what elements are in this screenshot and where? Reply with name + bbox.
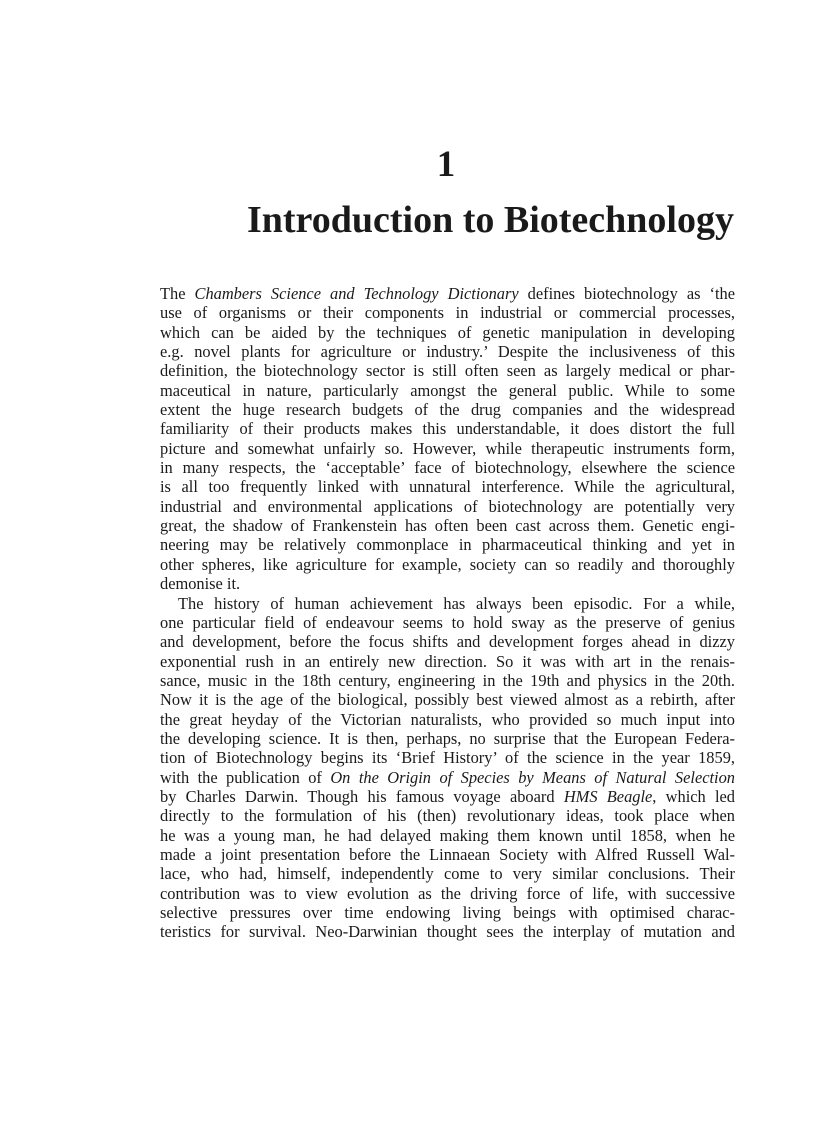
- text-line: extent the huge research budgets of the drug companies and the widespread: [160, 400, 735, 420]
- text-line: selective pressures over time endowing living beings with optimised charac-: [160, 903, 735, 922]
- text-line: definition, the biotechnology sector is still often seen as largely medical or phar-: [160, 361, 735, 381]
- text-line: by Charles Darwin. Though his famous voyage aboard HMS Beagle, which led: [160, 786, 736, 806]
- text-line: with the publication of On the Origin of Species by Means of Natural Selection: [160, 767, 735, 787]
- text-line: e.g. novel plants for agriculture or industry.’ Despite the inclusiveness of this: [160, 342, 735, 362]
- text-line: is all too frequently linked with unnatural interference. While the agricultural,: [160, 477, 735, 497]
- paragraph-2: [160, 594, 735, 942]
- text-line: picture and somewhat unfairly so. However, while therapeutic instruments form,: [160, 438, 735, 458]
- text-line: the developing science. It is then, perhaps, no surprise that the European Federa-: [160, 728, 735, 748]
- ship-name-emphasis: HMS Beagle: [563, 786, 653, 806]
- text-line: teristics for survival. Neo-Darwinian thought sees the interplay of mutation and: [160, 922, 735, 942]
- text-line: demonise it.: [160, 574, 241, 594]
- paragraph-1: [160, 284, 735, 594]
- text-line: other spheres, like agriculture for example, society can so readily and thoroughly: [160, 554, 735, 574]
- text-line: made a joint presentation before the Linnaean Society with Alfred Russell Wal-: [160, 844, 735, 864]
- text-line: one particular field of endeavour seems to hold sway as the preserve of genius: [160, 612, 735, 632]
- text-line: sance, music in the 18th century, engineering in the 19th and physics in the 20th.: [160, 670, 735, 690]
- chapter-number: 1: [436, 144, 456, 185]
- text-line: the great heyday of the Victorian naturalists, who provided so much input into: [160, 709, 735, 729]
- chapter-body: [160, 284, 735, 942]
- text-line: Now it is the age of the biological, possibly best viewed almost as a rebirth, after: [160, 690, 735, 710]
- text-line: great, the shadow of Frankenstein has often been cast across them. Genetic engi-: [160, 516, 735, 536]
- text-line: maceutical in nature, particularly amongst the general public. While to some: [160, 380, 735, 400]
- text-line: familiarity of their products makes this understandable, it does distort the full: [160, 419, 735, 439]
- text-line: he was a young man, he had delayed making them known until 1858, when he: [160, 825, 735, 845]
- text-line: neering may be relatively commonplace in pharmaceutical thinking and yet in: [160, 535, 735, 555]
- text-line: The Chambers Science and Technology Dictionary defines biotechnology as ‘the: [160, 284, 735, 303]
- text-line: and development, before the focus shifts and development forges ahead in dizzy: [160, 632, 735, 652]
- text-line: contribution was to view evolution as the driving force of life, with successive: [160, 883, 735, 903]
- text-line: tion of Biotechnology begins its ‘Brief History’ of the science in the year 1859,: [160, 748, 735, 768]
- text-line: use of organisms or their components in industrial or commercial processes,: [160, 303, 735, 323]
- text-line: directly to the formulation of his (then) revolutionary ideas, took place when: [160, 806, 735, 826]
- text-line: lace, who had, himself, independently come to very similar conclusions. Their: [160, 864, 735, 884]
- text-line: industrial and environmental applications of biotechnology are potentially very: [160, 496, 735, 516]
- text-line: in many respects, the ‘acceptable’ face of biotechnology, elsewhere the science: [160, 458, 735, 478]
- text-line: exponential rush in an entirely new direction. So it was with art in the renais-: [160, 651, 735, 671]
- text-line: The history of human achievement has always been episodic. For a while,: [178, 593, 735, 613]
- book-title-emphasis: Chambers Science and Technology Dictionary: [194, 284, 519, 303]
- book-title-emphasis: On the Origin of Species by Means of Natural Selection: [330, 767, 735, 787]
- chapter-title: Introduction to Biotechnology: [246, 199, 734, 241]
- text-line: which can be aided by the techniques of genetic manipulation in developing: [160, 322, 735, 342]
